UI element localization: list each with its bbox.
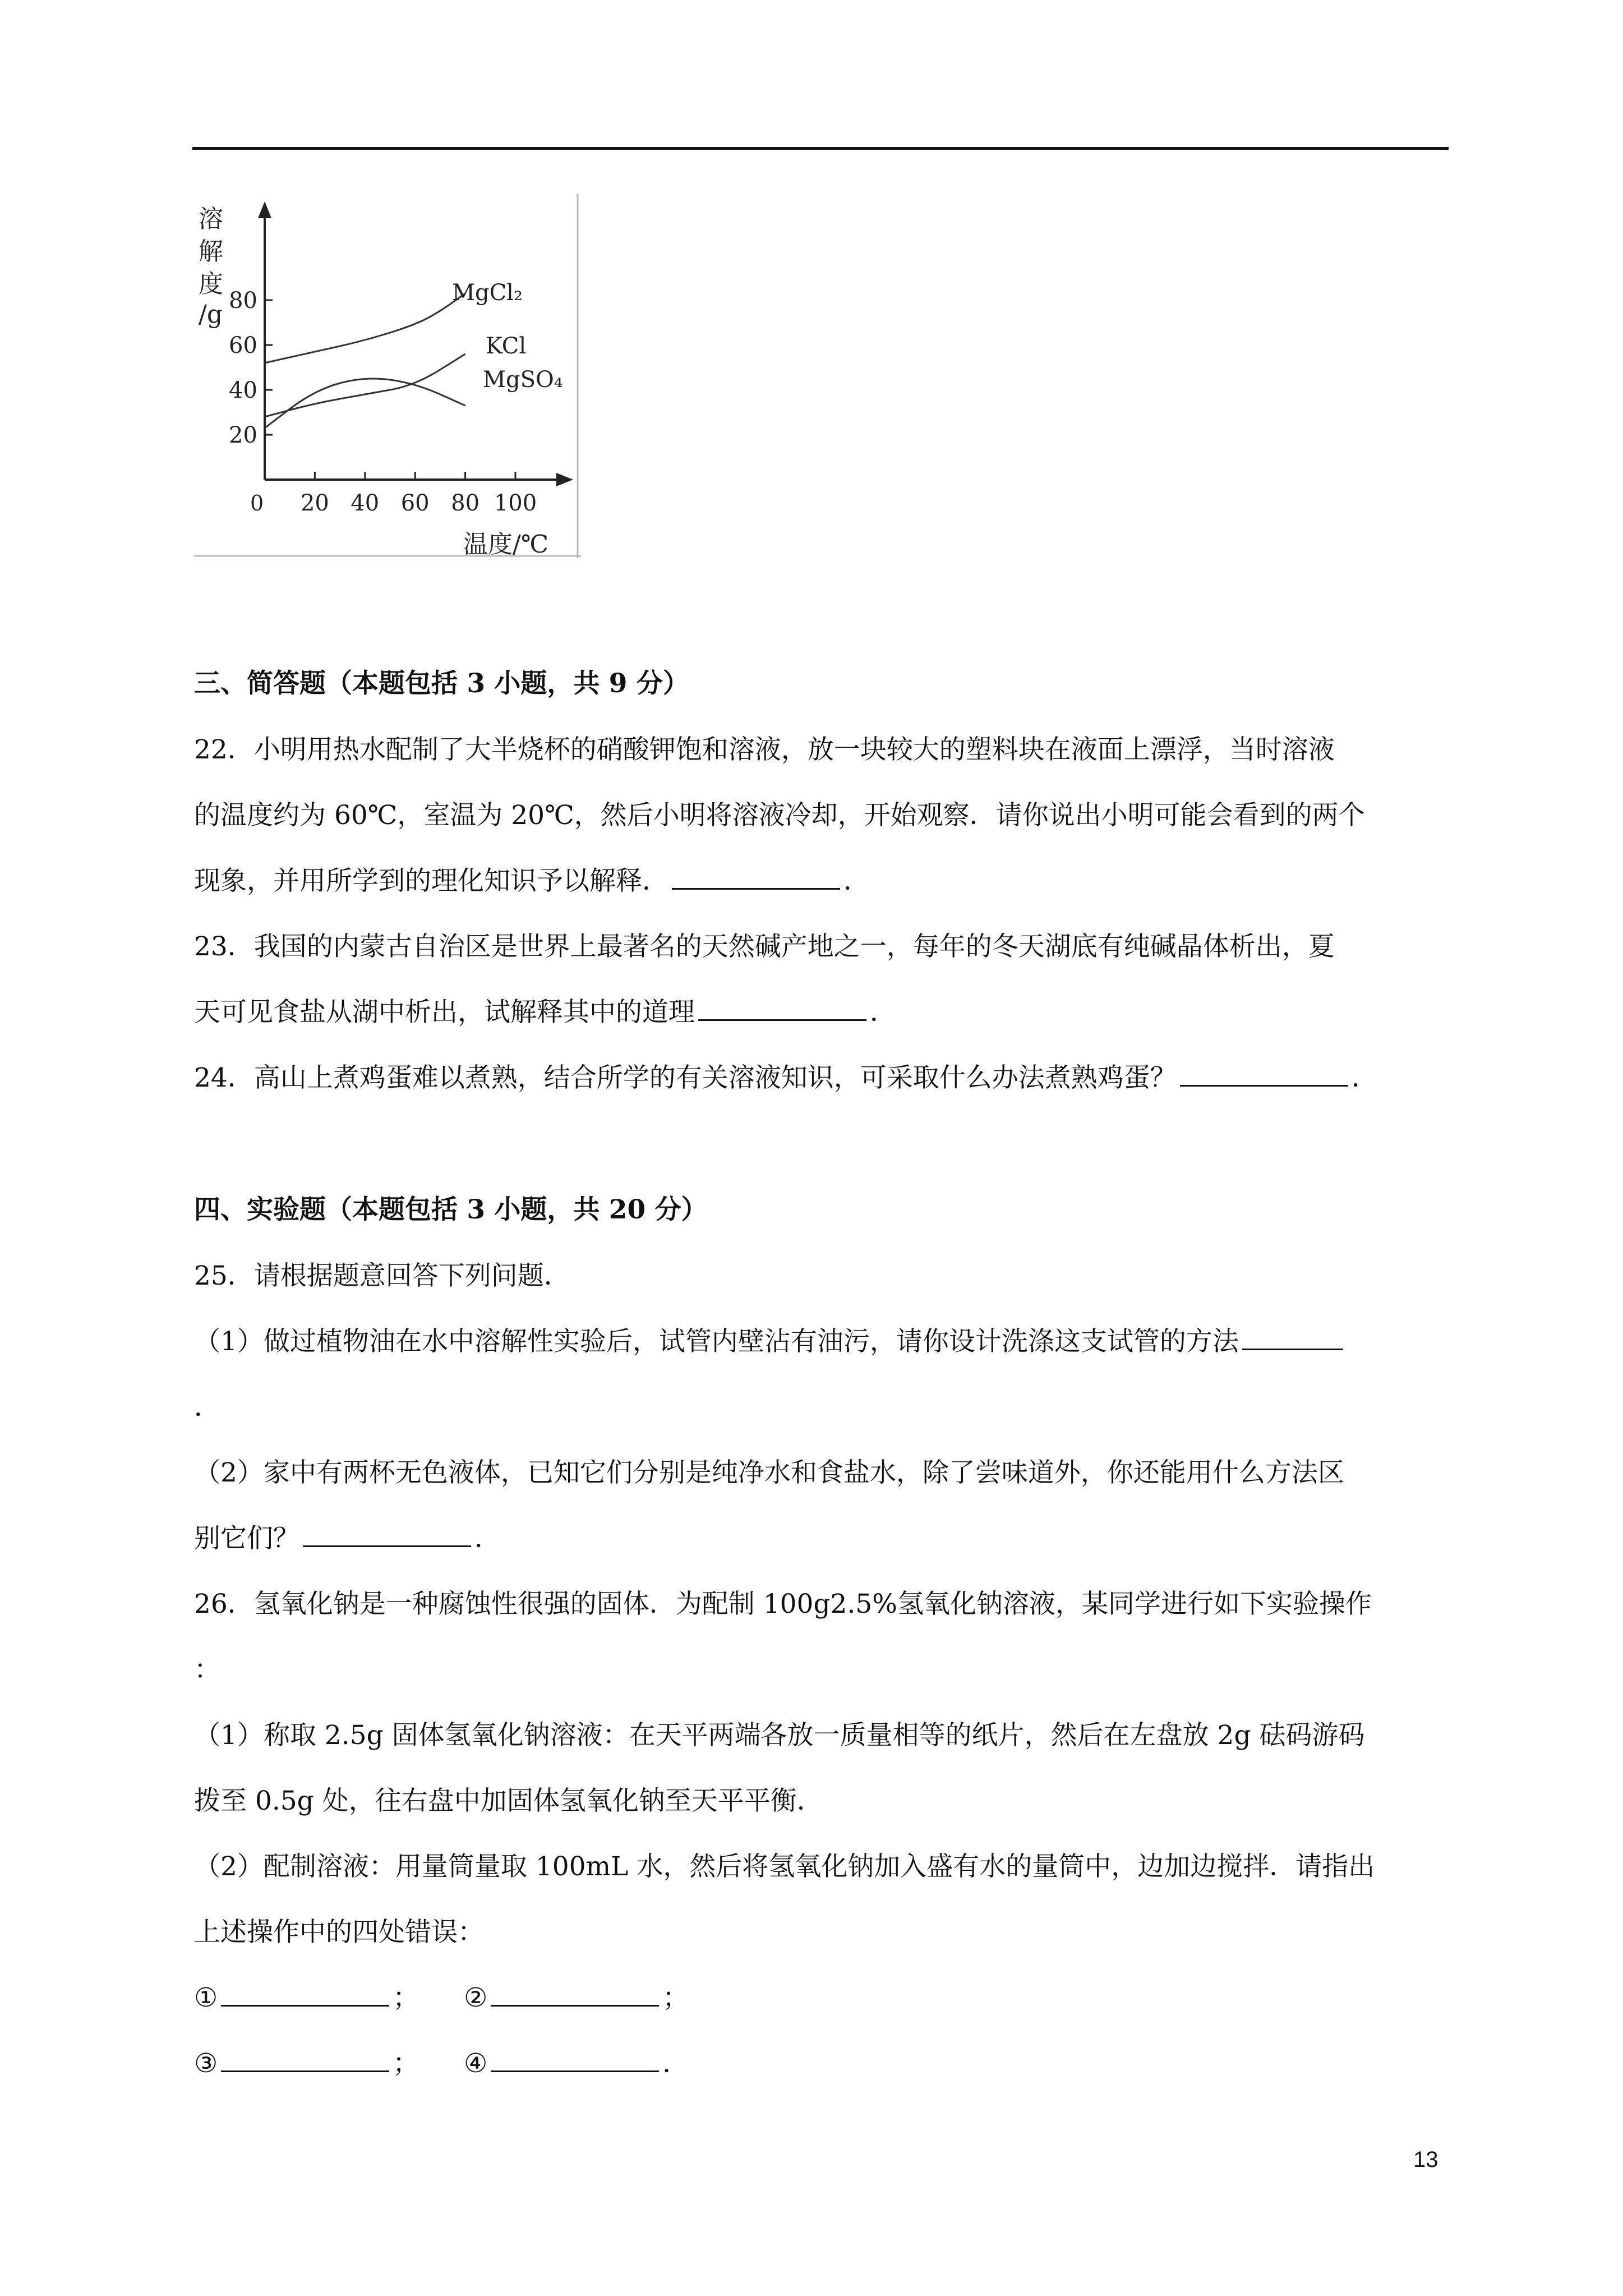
q24-text: 24．高山上煮鸡蛋难以煮熟，结合所学的有关溶液知识，可采取什么办法煮熟鸡蛋？	[194, 1062, 1177, 1093]
page-number: 13	[1413, 2147, 1438, 2172]
x-axis-label: 温度/℃	[463, 530, 549, 558]
q25-part1-line-2: ．	[194, 1392, 220, 1423]
q26-line-2: ：	[194, 1654, 220, 1685]
series-label-1: MgCl₂	[452, 280, 523, 306]
separator-1: ；	[393, 1982, 419, 2013]
q26-answers-row-1	[194, 1965, 1450, 2031]
marker-4: ④	[464, 2048, 488, 2079]
q26-part1-line-1: （1）称取 2.5g 固体氢氧化钠溶液：在天平两端各放一质量相等的纸片，然后在左盘放 2g 砝码游码	[194, 1720, 1365, 1751]
answers-end: ．	[662, 2048, 689, 2079]
y-tick-label: 20	[229, 422, 257, 448]
q25-part2-line-1: （2）家中有两杯无色液体，已知它们分别是纯净水和食盐水，除了尝味道外，你还能用什么方法区	[194, 1457, 1344, 1488]
x-tick-label: 20	[300, 490, 329, 516]
q26-line-1: 26．氢氧化钠是一种腐蚀性很强的固体．为配制 100g2.5%氢氧化钠溶液，某同学进行如下实验操作	[194, 1589, 1372, 1619]
x-tick-label: 60	[400, 490, 430, 516]
q25-part1-text: （1）做过植物油在水中溶解性实验后，试管内壁沾有油污，请你设计洗涤这支试管的方法	[194, 1326, 1239, 1357]
origin-label: 0	[250, 491, 264, 516]
x-tick-label: 80	[451, 490, 480, 516]
q26-part1-line-2: 拨至 0.5g 处，往右盘中加固体氢氧化钠至天平平衡．	[194, 1786, 823, 1816]
q24-end: ．	[1351, 1062, 1378, 1093]
q26-part2-line-2: 上述操作中的四处错误：	[194, 1917, 484, 1948]
y-axis-label-3: 度	[199, 270, 223, 298]
series-label-3: MgSO₄	[483, 367, 563, 393]
section-4-heading: 四、实验题（本题包括 3 小题，共 20 分）	[194, 1194, 708, 1225]
q22-text: 现象，并用所学到的理化知识予以解释．	[194, 866, 668, 896]
q22-end: ．	[843, 866, 870, 896]
marker-3: ③	[194, 2048, 218, 2079]
error-1-blank[interactable]	[221, 1982, 389, 2007]
marker-1: ①	[194, 1982, 218, 2013]
error-4-blank[interactable]	[491, 2048, 659, 2072]
q25-part2-line-2	[194, 1506, 1450, 1571]
error-2-blank[interactable]	[491, 1982, 659, 2007]
q23-answer-blank[interactable]	[698, 997, 866, 1021]
q22-line-2: 的温度约为 60℃，室温为 20℃，然后小明将溶液冷却，开始观察．请你说出小明可能会看到的两个	[194, 800, 1365, 831]
q25-intro: 25．请根据题意回答下列问题．	[194, 1260, 570, 1291]
solubility-chart-svg	[194, 194, 581, 558]
q23-line-1: 23．我国的内蒙古自治区是世界上最著名的天然碱产地之一，每年的冬天湖底有纯碱晶体析出，夏	[194, 931, 1335, 962]
x-tick-label: 100	[494, 490, 537, 516]
q23-end: ．	[870, 997, 896, 1028]
q25-part2-text: 别它们？	[194, 1523, 299, 1554]
q23-text: 天可见食盐从湖中析出，试解释其中的道理	[194, 997, 695, 1028]
q25-part2-end: ．	[474, 1523, 501, 1554]
series-label-2: KCl	[486, 333, 527, 359]
page-content	[194, 651, 1450, 2096]
q26-answers-row-2	[194, 2031, 1450, 2096]
q26-part2-line-1: （2）配制溶液：用量筒量取 100mL 水，然后将氢氧化钠加入盛有水的量筒中，边加边搅拌．请指出	[194, 1851, 1375, 1882]
q25-part2-answer-blank[interactable]	[303, 1523, 471, 1547]
solubility-chart	[194, 194, 581, 558]
y-tick-label: 60	[229, 333, 257, 358]
q22-line-1: 22．小明用热水配制了大半烧杯的硝酸钾饱和溶液，放一块较大的塑料块在液面上漂浮，当时溶液	[194, 734, 1335, 765]
q22-answer-blank[interactable]	[672, 866, 840, 890]
x-tick-label: 40	[351, 490, 380, 516]
y-axis-label-4: /g	[199, 300, 223, 329]
separator-3: ；	[393, 2048, 419, 2079]
separator-2: ；	[662, 1982, 689, 2013]
y-tick-label: 40	[229, 378, 257, 403]
header-rule	[192, 147, 1449, 150]
y-tick-label: 80	[229, 288, 257, 314]
q25-part1-line-1	[194, 1309, 1450, 1374]
error-3-blank[interactable]	[221, 2048, 389, 2072]
marker-2: ②	[464, 1982, 488, 2013]
y-axis-label-1: 溶	[199, 205, 223, 233]
q24-line-1	[194, 1045, 1450, 1111]
q22-line-3	[194, 848, 1450, 914]
y-axis-label-2: 解	[199, 237, 223, 266]
q24-answer-blank[interactable]	[1180, 1062, 1348, 1087]
section-3-heading: 三、简答题（本题包括 3 小题，共 9 分）	[194, 668, 689, 699]
q23-line-2	[194, 979, 1450, 1045]
q25-part1-answer-blank[interactable]	[1242, 1326, 1343, 1350]
section-gap	[194, 1111, 1450, 1177]
